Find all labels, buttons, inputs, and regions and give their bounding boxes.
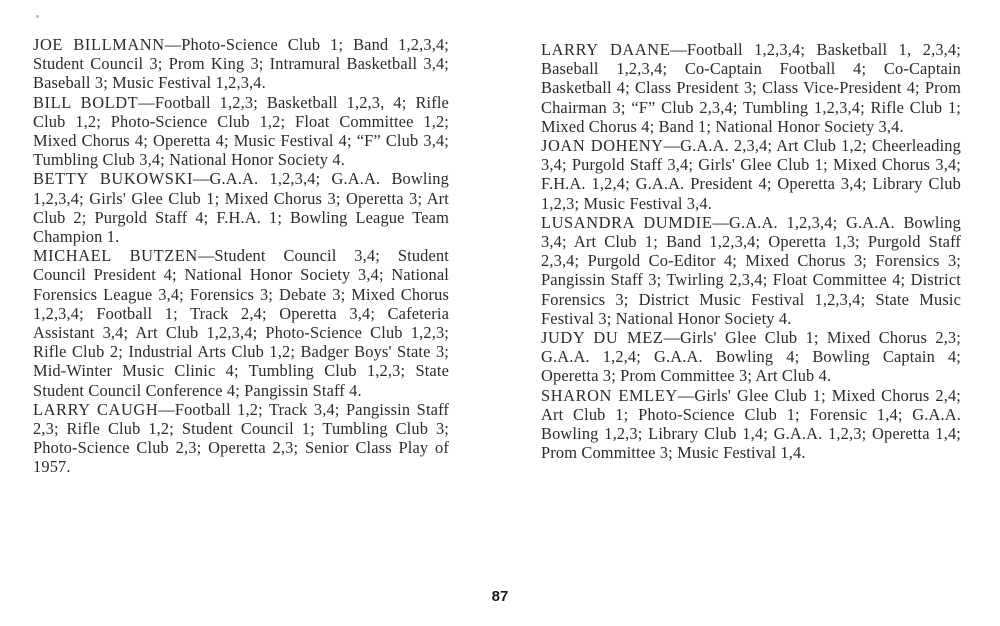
student-name: JOAN DOHENY <box>541 136 664 156</box>
activities-text: Football 1,2,3,4; Basketball 1, 2,3,4; Baseball 1,2,3,4; Co-Captain Football 4; Co-Captain Basketball 4; Class President 3; Class Vice-President 4; Prom Chairman 3; “F” Club 2,3,4; Tumbling 1,2,3,4; Rifle Club 1; Mixed Chorus 4; Band 1; National Honor Society 3,4. <box>541 40 961 136</box>
senior-entry <box>33 35 449 93</box>
student-name: MICHAEL BUTZEN <box>33 246 198 266</box>
senior-entry <box>541 328 961 386</box>
separator-dash: — <box>164 35 182 54</box>
activities-text: Photo-Science Club 1; Band 1,2,3,4; Student Council 3; Prom King 3; Intramural Basketball 3,4; Baseball 3; Music Festival 1,2,3,4. <box>33 35 450 93</box>
senior-entry <box>33 169 449 246</box>
activities-text: G.A.A. 1,2,3,4; G.A.A. Bowling 1,2,3,4; Girls' Glee Club 1; Mixed Chorus 3; Operetta 3; Art Club 2; Purgold Staff 4; F.H.A. 1; Bowling League Team Champion 1. <box>33 169 449 247</box>
student-name: LUSANDRA DUMDIE <box>541 212 713 232</box>
scan-speck <box>36 15 39 18</box>
student-name: BILL BOLDT <box>33 92 139 112</box>
senior-entry <box>33 93 449 170</box>
senior-entry <box>541 136 961 213</box>
student-name: LARRY DAANE <box>541 40 671 59</box>
activities-text: Girls' Glee Club 1; Mixed Chorus 2,4; Art Club 1; Photo-Science Club 1; Forensic 1,4; G.A.A. Bowling 1,2,3; Library Club 1,4; G.A.A. 1,2,3; Operetta 1,4; Prom Committee 3; Music Festival 1,4. <box>541 385 961 463</box>
page-number: 87 <box>491 588 509 605</box>
senior-entry <box>541 40 961 136</box>
student-name: LARRY CAUGH <box>33 399 159 419</box>
separator-dash: — <box>712 212 730 232</box>
student-name: JUDY DU MEZ <box>541 328 664 348</box>
senior-entry <box>541 213 961 328</box>
senior-entry <box>33 400 449 477</box>
separator-dash: — <box>663 328 681 348</box>
separator-dash: — <box>197 246 215 266</box>
activities-text: Student Council 3,4; Student Council President 4; National Honor Society 3,4; National Forensics League 3,4; Forensics 3; Debate 3; Mixed Chorus 1,2,3,4; Football 1; Track 2,4; Operetta 3,4; Cafeteria Assistant 3,4; Art Club 1,2,3,4; Photo-Science Club 1,2,3; Rifle Club 2; Industrial Arts Club 1,2; Badger Boys' State 3; Mid-Winter Music Clinic 4; Tumbling Club 1,2,3; State Student Council Conference 4; Pangissin Staff 4. <box>33 246 449 400</box>
student-name: SHARON EMLEY <box>541 385 678 405</box>
left-column <box>33 35 449 477</box>
activities-text: Girls' Glee Club 1; Mixed Chorus 2,3; G.A.A. 1,2,4; G.A.A. Bowling 4; Bowling Captain 4; Operetta 3; Prom Committee 3; Art Club 4. <box>541 328 961 386</box>
senior-entry <box>541 386 961 463</box>
activities-text: G.A.A. 1,2,3,4; G.A.A. Bowling 3,4; Art Club 1; Band 1,2,3,4; Operetta 1,3; Purgold Staff 2,3,4; Purgold Co-Editor 4; Mixed Chorus 3; Forensics 3; Pangissin Staff 3; Twirling 2,3,4; Float Committee 4; District Forensics 3; District Music Festival 1,2,3,4; State Music Festival 3; National Honor Society 4. <box>541 212 961 328</box>
separator-dash: — <box>663 136 681 156</box>
activities-text: Football 1,2,3; Basketball 1,2,3, 4; Rifle Club 1,2; Photo-Science Club 1,2; Float Committee 1,2; Mixed Chorus 4; Operetta 4; Music Festival 4; “F” Club 3,4; Tumbling Club 3,4; National Honor Society 4. <box>33 92 449 170</box>
student-name: BETTY BUKOWSKI <box>33 169 193 189</box>
separator-dash: — <box>670 40 687 59</box>
separator-dash: — <box>677 385 695 405</box>
activities-text: G.A.A. 2,3,4; Art Club 1,2; Cheerleading 3,4; Purgold Staff 3,4; Girls' Glee Club 1; Mixed Chorus 3,4; F.H.A. 1,2,4; G.A.A. President 4; Operetta 3,4; Library Club 1,2,3; Music Festival 3,4. <box>541 136 961 213</box>
student-name: JOE BILLMANN <box>33 35 165 54</box>
separator-dash: — <box>193 169 210 189</box>
senior-entry <box>33 246 449 400</box>
right-column <box>541 40 961 462</box>
separator-dash: — <box>138 92 155 112</box>
activities-text: Football 1,2; Track 3,4; Pangissin Staff 2,3; Rifle Club 1,2; Student Council 1; Tumbling Club 3; Photo-Science Club 2,3; Operetta 2,3; Senior Class Play of 1957. <box>33 399 449 477</box>
separator-dash: — <box>158 399 175 419</box>
